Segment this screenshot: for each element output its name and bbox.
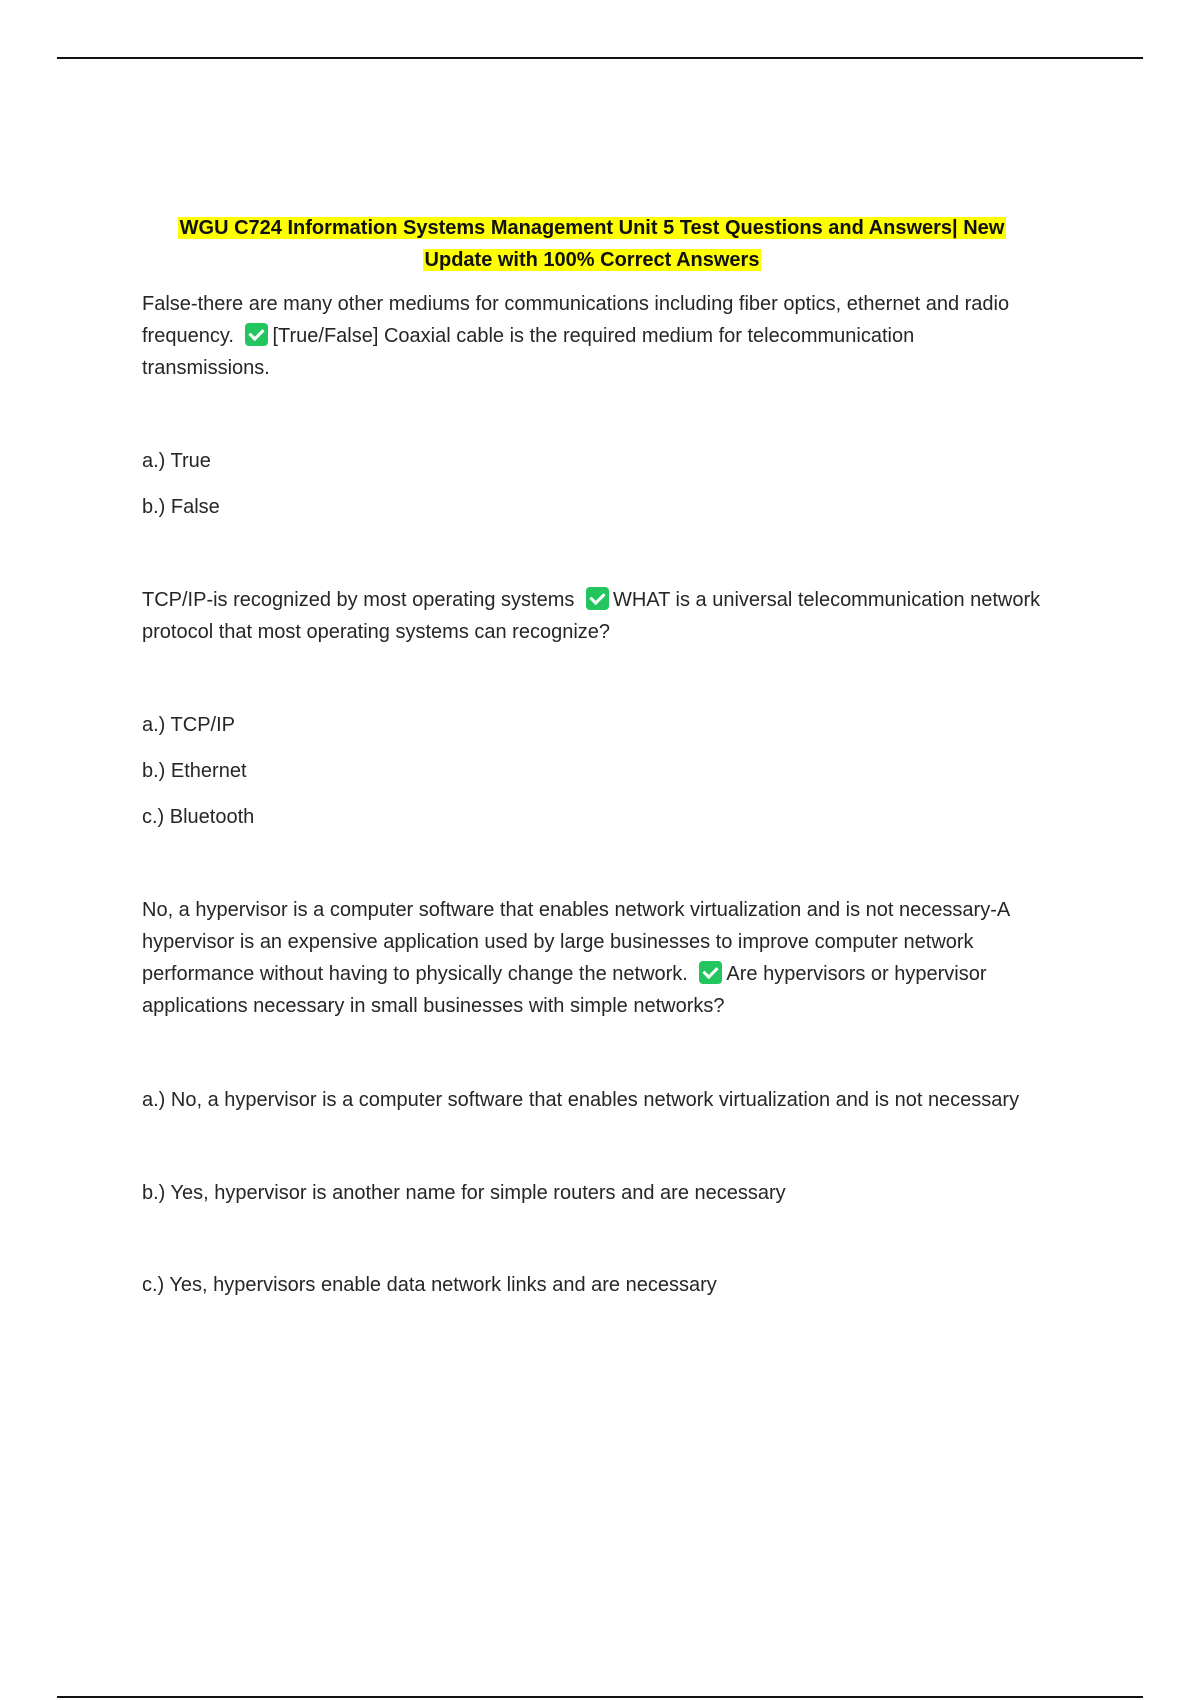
check-mark-icon [245, 323, 268, 346]
title-line-1: WGU C724 Information Systems Management Unit 5 Test Questions and Answers| New [179, 217, 1005, 239]
header-rule [57, 57, 1143, 59]
title-line-2: Update with 100% Correct Answers [424, 249, 760, 271]
question-paragraph [142, 584, 1042, 648]
document-title [142, 212, 1042, 276]
option-a: a.) No, a hypervisor is a computer software that enables network virtualization and is not necessary [142, 1089, 1020, 1111]
option-b: b.) Yes, hypervisor is another name for simple routers and are necessary [142, 1182, 786, 1204]
document-body [142, 212, 1042, 1300]
answer-text: No, a hypervisor is a computer software that enables network virtualization and is not necessary-A hypervisor is an expensive application used by large businesses to improve computer network performance without having to physically change the network. [142, 899, 1010, 985]
option-c: c.) Yes, hypervisors enable data network links and are necessary [142, 1274, 717, 1296]
question-text: Are hypervisors or hypervisor applications necessary in small businesses with simple networks? [142, 963, 987, 1017]
option-a: a.) TCP/IP [142, 714, 235, 736]
question-block-3 [142, 894, 1042, 1300]
question-block-1 [142, 288, 1042, 522]
question-paragraph [142, 894, 1042, 1022]
question-block-2 [142, 584, 1042, 832]
question-text: [True/False] Coaxial cable is the required medium for telecommunication transmissions. [142, 325, 915, 379]
option-c: c.) Bluetooth [142, 806, 255, 828]
option-b: b.) Ethernet [142, 760, 247, 782]
check-mark-icon [699, 961, 722, 984]
check-mark-icon [586, 587, 609, 610]
option-a: a.) True [142, 450, 211, 472]
footer-rule [57, 1696, 1143, 1698]
question-paragraph [142, 288, 1042, 384]
answer-text: False-there are many other mediums for communications including fiber optics, ethernet and radio frequency. [142, 293, 1010, 347]
answer-text: TCP/IP-is recognized by most operating systems [142, 589, 575, 611]
option-b: b.) False [142, 496, 220, 518]
question-text: WHAT is a universal telecommunication network protocol that most operating systems can recognize? [142, 589, 1041, 643]
